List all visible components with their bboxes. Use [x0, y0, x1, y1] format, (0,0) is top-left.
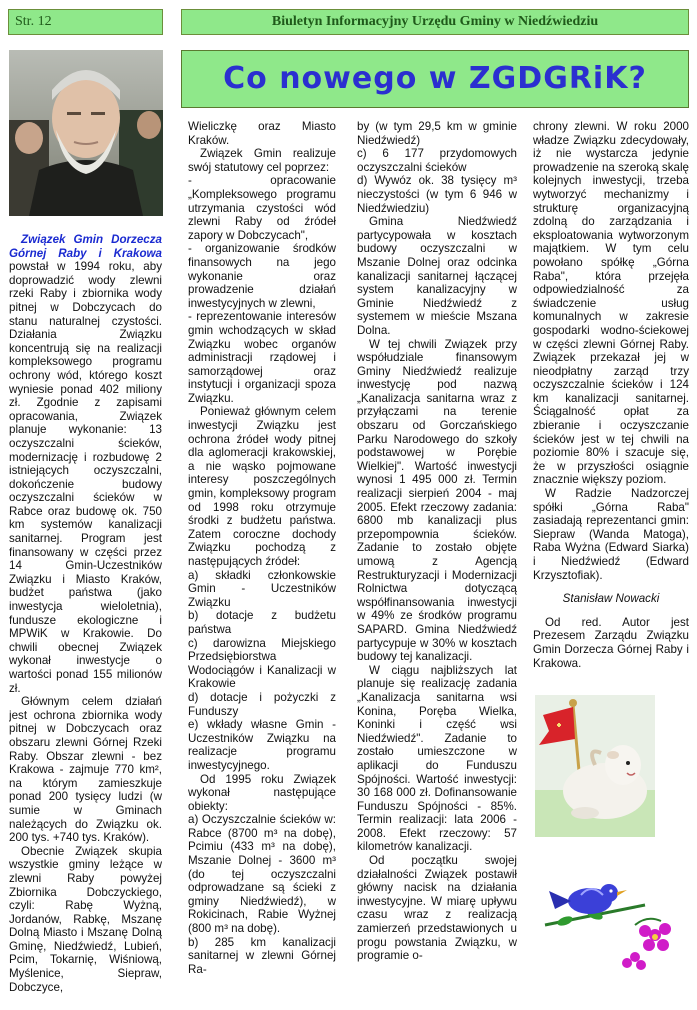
page-number-box — [8, 9, 163, 35]
col3-paragraph: c) 6 177 przydomowych oczyszczalni ścieków — [357, 147, 517, 174]
column-1 — [9, 233, 162, 1003]
col2-paragraph: b) 285 km kanalizacji sanitarnej w zlewni Górnej Ra- — [188, 935, 336, 976]
column-2 — [188, 120, 336, 1005]
col2-paragraph: Ponieważ głównym celem inwestycji Związku jest ochrona źródeł wody pitnej dla aglomeracji krakowskiej, a nie wąsko pojmowane interesy poszczególnych gmin, kompleksowy program od 1998 roku otrzymuje środki z budżetu państwa. Zatem coroczne dochody Związku pochodzą z następujących źródeł: — [188, 405, 336, 568]
bulletin-header — [181, 9, 689, 35]
col3-paragraph: Od początku swojej działalności Związek postawił główny nacisk na działania inwestycyjne. W miarę upływu czasu wraz z realizacją zamierzeń przedstawionych u progu powstania Związku, w programie o- — [357, 854, 517, 963]
col2-paragraph: b) dotacje z budżetu państwa — [188, 609, 336, 636]
col4-paragraph: W Radzie Nadzorczej spółki „Górna Raba" zasiadają reprezentanci gmin: Siepraw (Wanda Matoga), Raba Wyżna (Edward Siarka) i Niedźwiedź (Edward Krzysztofiak). — [533, 487, 689, 582]
col2-paragraph: Wieliczkę oraz Miasto Kraków. — [188, 120, 336, 147]
col2-paragraph: a) składki członkowskie Gmin - Uczestników Związku — [188, 568, 336, 609]
col3-paragraph: by (w tym 29,5 km w gminie Niedźwiedź) — [357, 120, 517, 147]
col3-paragraph: W ciągu najbliższych lat planuje się realizację zadania „Kanalizacja sanitarna wsi Konina, Poręba Wielka, Koninki i część wsi Niedźwiedź". Zadanie to zostało umieszczone w aplikacji do Funduszu Spójności. Wartość inwestycji: 30 168 000 zł. Dofinansowanie Funduszu Spójności - 85%. Termin realizacji: lata 2006 - 2008. Efekt rzeczowy: 57 kilometrów kanalizacji. — [357, 663, 517, 854]
col2-paragraph: - opracowanie „Kompleksowego programu utrzymania czystości wód zlewni Raby od źródeł zapory w Dobczycach", — [188, 174, 336, 242]
easter-lamb-illustration — [535, 695, 655, 837]
column-3 — [357, 120, 517, 1005]
article-title-box — [181, 50, 689, 108]
editor-note: Od red. Autor jest Prezesem Zarządu Związku Gmin Dorzecza Górnej Raby i Krakowa. — [533, 615, 689, 670]
col1-lead: Związek Gmin Dorzecza Górnej Raby i Krakowa — [9, 233, 162, 260]
col2-paragraph: Związek Gmin realizuje swój statutowy cel poprzez: — [188, 147, 336, 174]
bird-ornament-icon — [535, 865, 685, 975]
col2-paragraph: Od 1995 roku Związek wykonał następujące obiekty: — [188, 772, 336, 813]
col3-paragraph: W tej chwili Związek przy współudziale finansowym Gminy Niedźwiedź realizuje inwestycję pod nazwą „Kanalizacja sanitarna wraz z przyłączami na terenie obszaru od Gorczańskiego Parku Narodowego do szkoły podstawowej w Porębie Wielkiej". Wartość inwestycji wynosi 1 495 000 zł. Termin realizacji sierpień 2004 - maj 2005. Efekt rzeczowy zadania: 6800 mb kanalizacji plus przepompownia ścieków. Zadanie to zostało objęte umową z Agencją Restrukturyzacji i Modernizacji Rolnictwa dotyczącą współfinansowania inwestycji w 49% ze środków programu SAPARD. Gmina Niedźwiedź partycypuje w 30% w kosztach budowy tej kanalizacji. — [357, 337, 517, 664]
col2-paragraph: e) wkłady własne Gmin - Uczestników Związku na realizacje programu inwestycyjnego. — [188, 718, 336, 772]
col2-paragraph: a) Oczyszczalnie ścieków w: Rabce (8700 m³ na dobę), Pcimiu (433 m³ na dobę), Mszanie Dolnej - 3600 m³ (do tej oczyszczalni odprowadzane są ścieki z gminy Niedźwiedź), w Rokicinach, Rabie Wyżnej (800 m³ na dobę). — [188, 813, 336, 936]
col1-paragraph: powstał w 1994 roku, aby doprowadzić wody zlewni rzeki Raby i zbiornika wody pitnej w Dobczycach do stanu naturalnej czystości. Działania Związku koncentrują się na realizacji kompleksowego programu ochrony wód, którego koszt wyniesie ponad 402 miliony zł. Zgodnie z zapisami opracowania, Związek planuje wykonanie: 13 oczyszczalni ścieków, modernizację i rozbudowę 2 istniejących oczyszczalni, dokończenie budowy oczyszczalni ścieków w Rabce oraz budowę ok. 750 km systemów kanalizacji sanitarnej. Program jest finansowany w części przez 14 Gmin-Uczestników Związku i Miasto Kraków, budżet państwa (jako inwestycja wieloletnia), fundusze ekologiczne i MPWiK w Krakowie. Do chwili obecnej Związek wykonał inwestycje o wartości ponad 155 milionów zł. — [9, 260, 162, 695]
col3-paragraph: Gmina Niedźwiedź partycypowała w kosztach budowy oczyszczalni w Mszanie Dolnej oraz odcinka kanalizacji sanitarnej łączącej system kanalizacyjny w Gminie Niedźwiedź z systemem w mieście Mszana Dolna. — [357, 215, 517, 337]
bulletin-title: Biuletyn Informacyjny Urzędu Gminy w Niedźwiedziu — [271, 14, 599, 29]
author-photo — [9, 50, 163, 216]
col2-paragraph: - reprezentowanie interesów gmin wchodzących w skład Związku wobec organów administracji rządowej i samorządowej oraz instytucji i organizacji spoza Związku. — [188, 310, 336, 405]
col2-paragraph: c) darowizna Miejskiego Przedsiębiorstwa Wodociągów i Kanalizacji w Krakowie — [188, 636, 336, 691]
col1-paragraph: Obecnie Związek skupia wszystkie gminy leżące w zlewni Raby powyżej Zbiornika Dobczyckiego, czyli: Rabę Wyżną, Jordanów, Rabkę, Mszanę Dolną Miasto i Mszanę Dolną Gminę, Niedźwiedź, Lubień, Pcim, Tokarnię, Wiśniową, Myślenice, Siepraw, Dobczyce, — [9, 844, 162, 994]
col2-paragraph: - organizowanie środków finansowych na jego wykonanie oraz prowadzenie działań inwestycyjnych w zlewni, — [188, 242, 336, 310]
col4-paragraph: chrony zlewni. W roku 2000 władze Związku zdecydowały, iż nie wystarcza jedynie prowadzenie na szeroką skalę kolejnych inwestycji, trzeba wytworzyć mechanizmy i strukturę organizacyjną zdolną do zarządzania i eksploatowania wytworzonym majątkiem. W tym celu powołano spółkę „Górna Raba", która przejęła odpowiedzialność za świadczenie usług komunalnych w zakresie gospodarki wodno-ściekowej w części zlewni Górnej Raby. Związek przekazał jej w nieodpłatny zarząd trzy oczyszczalnie ścieków i 124 km kanalizacji sanitarnej. Ściągalność opłat za zbieranie i oczyszczanie ścieków jest w tej chwili na poziomie 80% i szacuje się, że w przyszłości osiągnie znacznie większy poziom. — [533, 120, 689, 487]
page-number: Str. 12 — [15, 14, 52, 29]
col1-paragraph: Głównym celem działań jest ochrona zbiornika wody pitnej w Dobczycach oraz obszaru zlewni Górnej Rzeki Raby. Obszar zlewni - bez Krakowa - zajmuje 770 km², na którym zamieszkuje ponad 200 tysięcy ludzi (w sumie w Gminach należących do Związku ok. 200 tys. +740 tys. Kraków). — [9, 695, 162, 845]
article-title: Co nowego w ZGDGRiK? — [223, 61, 647, 96]
col2-paragraph: d) dotacje i pożyczki z Funduszy — [188, 690, 336, 718]
col3-paragraph: d) Wywóz ok. 38 tysięcy m³ nieczystości (w tym 6 946 w Niedźwiedziu) — [357, 174, 517, 215]
author-signature: Stanisław Nowacki — [562, 592, 660, 606]
column-4 — [533, 120, 689, 705]
